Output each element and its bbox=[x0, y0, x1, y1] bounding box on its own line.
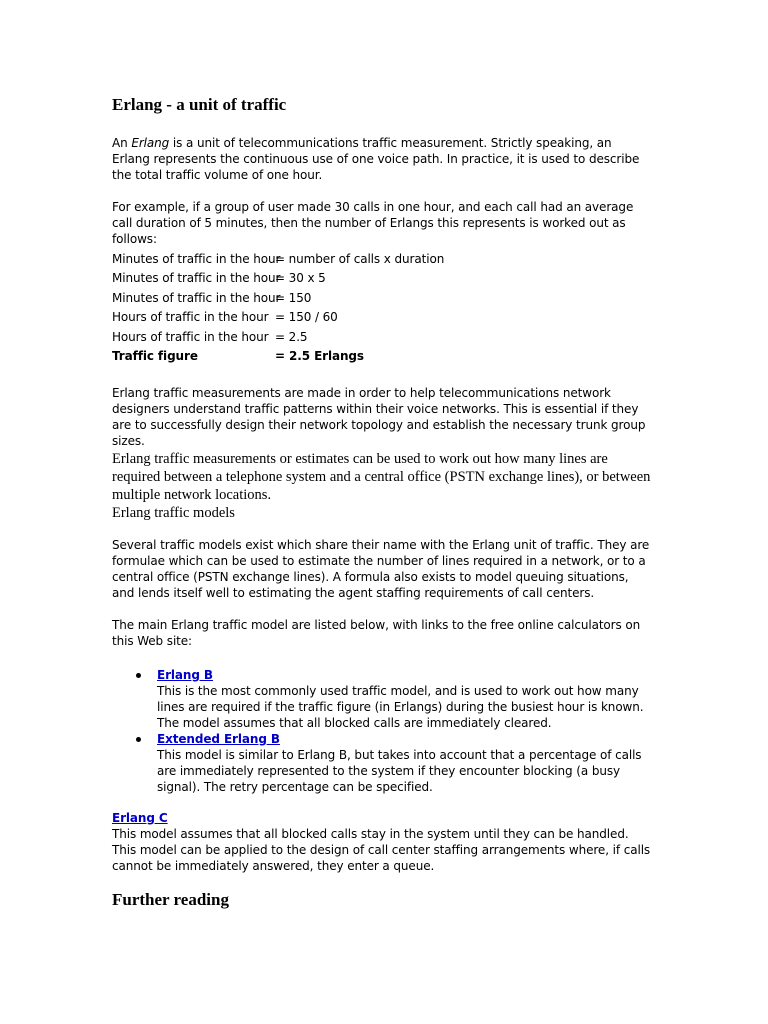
calculation-row bbox=[112, 251, 512, 270]
bullet-icon bbox=[136, 737, 141, 742]
bullet-icon bbox=[136, 673, 141, 678]
calculation-label: Hours of traffic in the hour bbox=[112, 329, 269, 344]
intro-paragraph: An Erlang is a unit of telecommunications traffic measurement. Strictly speaking, an Erlang represents the continuous use of one voice path. In practice, it is used to describe the total traffic volume of one hour. bbox=[112, 136, 640, 182]
model-description: This is the most commonly used traffic model, and is used to work out how many lines are required if the traffic figure (in Erlangs) during the busiest hour is known. The model assumes that all blocked calls are immediately cleared. bbox=[157, 684, 644, 730]
calculation-result-row bbox=[112, 348, 512, 367]
models-paragraph: Several traffic models exist which share their name with the Erlang unit of traffic. They are formulae which can be used to estimate the number of lines required in a network, or to a central office (PSTN exchange lines). A formula also exists to model queuing situations, and lends itself well to estimating the agent staffing requirements of call centers. bbox=[112, 538, 650, 600]
calculation-value: = 2.5 Erlangs bbox=[275, 348, 364, 363]
models-heading: Erlang traffic models bbox=[112, 505, 235, 521]
list-item bbox=[136, 667, 656, 731]
calculation-label: Traffic figure bbox=[112, 348, 198, 363]
erlang-b-link[interactable]: Erlang B bbox=[157, 668, 213, 682]
calculation-label: Minutes of traffic in the hour bbox=[112, 271, 281, 286]
erlang-term: Erlang bbox=[131, 136, 170, 150]
measurements-paragraph: Erlang traffic measurements are made in order to help telecommunications network designers understand traffic patterns within their voice networks. This is essential if they are to successfully design their network topology and establish the necessary trunk group sizes. bbox=[112, 386, 646, 448]
erlang-c-description: This model assumes that all blocked calls stay in the system until they can be handled. This model can be applied to the design of call center staffing arrangements where, if calls cannot be immediately answered, they enter a queue. bbox=[112, 827, 651, 873]
calculation-table bbox=[112, 251, 512, 367]
list-item bbox=[136, 731, 656, 795]
page-title: Erlang - a unit of traffic bbox=[112, 95, 287, 114]
calculation-row bbox=[112, 290, 512, 309]
calculation-label: Hours of traffic in the hour bbox=[112, 310, 269, 325]
calculation-label: Minutes of traffic in the hour bbox=[112, 290, 281, 305]
calculation-value: = 150 / 60 bbox=[275, 310, 338, 325]
model-description: This model is similar to Erlang B, but takes into account that a percentage of calls are immediately represented to the system if they encounter blocking (a busy signal). The retry percentage can be specified. bbox=[157, 748, 642, 794]
calculation-row bbox=[112, 270, 512, 289]
calculation-row bbox=[112, 329, 512, 348]
further-reading-heading: Further reading bbox=[112, 890, 229, 909]
example-paragraph: For example, if a group of user made 30 calls in one hour, and each call had an average call duration of 5 minutes, then the number of Erlangs this represents is worked out as follows: bbox=[112, 200, 634, 246]
erlang-c-link[interactable]: Erlang C bbox=[112, 811, 168, 825]
erlang-c-section bbox=[112, 810, 652, 874]
calculation-value: = 30 x 5 bbox=[275, 271, 326, 286]
models-list bbox=[136, 667, 656, 795]
main-models-paragraph: The main Erlang traffic model are listed below, with links to the free online calculators on this Web site: bbox=[112, 618, 641, 648]
calculation-value: = number of calls x duration bbox=[275, 252, 445, 266]
calculation-label: Minutes of traffic in the hour bbox=[112, 252, 281, 266]
calculation-value: = 2.5 bbox=[275, 329, 308, 344]
extended-erlang-b-link[interactable]: Extended Erlang B bbox=[157, 732, 280, 746]
calculation-value: = 150 bbox=[275, 290, 312, 305]
serif-paragraph: Erlang traffic measurements or estimates can be used to work out how many lines are required between a telephone system and a central office (PSTN exchange lines), or between multiple network locations. bbox=[112, 451, 651, 503]
calculation-row bbox=[112, 309, 512, 328]
